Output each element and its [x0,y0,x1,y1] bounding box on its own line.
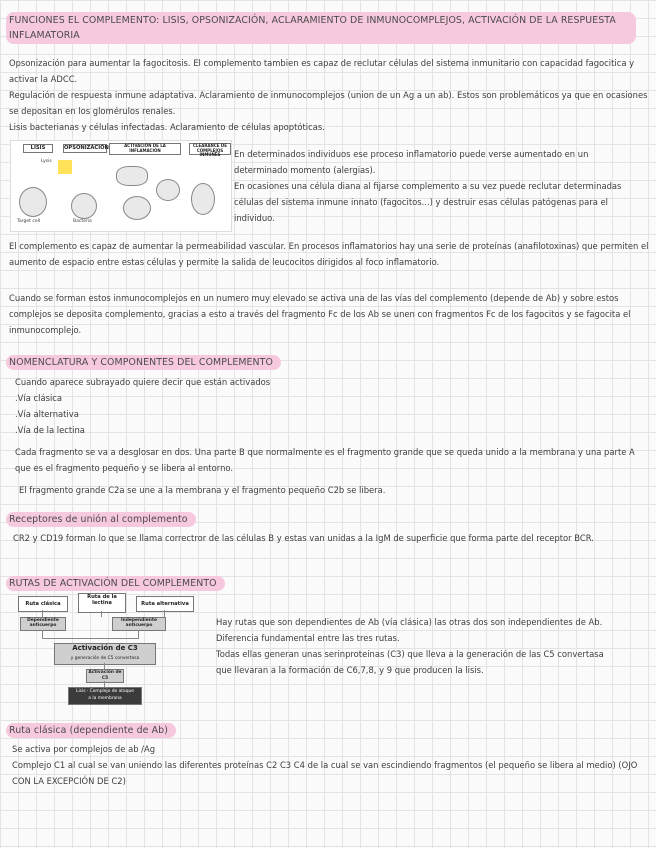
receptors-paragraph: CR2 y CD19 forman lo que se llama correctror de las células B y estas van unidas a la IgM de superficie que forma parte del receptor BCR. [13,533,594,543]
activacion-c3-subtitle: y generación de C5 convertasa [70,656,140,661]
lisis-line: Lisis · Complejo de ataque [76,689,134,694]
activacion-c3-title: Activación de C3 [72,644,138,652]
independiente-box: Independiente anticuerpo [112,617,166,631]
figure-label: OPSONIZACIÓN [64,145,109,151]
figure-side-text [234,146,634,226]
pathways-paragraph: Todas ellas generan unas serinproteinas (C3) que lleva a la generación de las C5 convertasa que llevaran a la formación de C6,7,8, y 9 que producen la lisis. [216,649,604,675]
ruta-lectina-box: Ruta de la lectina [78,593,126,613]
classical-line: Se activa por complejos de ab /Ag [12,744,156,754]
classical-line: Complejo C1 al cual se van uniendo las diferentes proteínas C2 C3 C4 de la cual se van escindiendo fragmentos (el pequeño se libera al medio) (OJO CON LA EXCEPCIÓN DE C2) [12,760,638,786]
leukocyte-icon [156,179,180,201]
dependiente-box: Dependiente anticuerpo [20,617,66,631]
classical-pathway-block [12,741,642,789]
figure-label: ACTIVACIÓN DE LA INFLAMACIÓN [109,143,181,155]
lisis-line: a la membrana [88,696,122,701]
connector [42,610,43,617]
section-heading-receptores: Receptores de unión al complemento [6,507,196,527]
intro-paragraph: Lisis bacterianas y células infectadas. Aclaramiento de células apoptóticas. [9,122,325,132]
nomenclature-line: Cuando aparece subrayado quiere decir que están activados [15,377,271,387]
phagocyte-icon [71,193,97,219]
connector [101,611,102,617]
side-paragraph: En ocasiones una célula diana al fijarse complemento a su vez puede reclutar determinadas células del sistema inmune innato (fagocitos...) y destruir esas células patógenas para el individuo. [234,181,622,223]
connector [164,610,165,617]
nomenclature-block [15,374,645,438]
lisis-box [68,687,142,705]
complement-protein-icon [116,166,148,186]
intro-block [9,55,649,135]
ruta-alternativa-box: Ruta alternativa [136,596,194,612]
activacion-c3-box [54,643,156,665]
immune-complex-paragraph: Cuando se forman estos inmunocomplejos en un numero muy elevado se activa una de las vías del complemento (depende de Ab) y sobre estos complejos se deposita complemento, gracias a esto a través del fragmento Fc de los Ab se unen con fragmentos Fc de los fagocitos y se fagocita el inmunocomplejo. [9,293,631,335]
fragment-paragraph: Cada fragmento se va a desglosar en dos. Una parte B que normalmente es el fragmento grande que se queda unido a la membrana y una parte A que es el fragmento pequeño y se libera al entorno. [15,447,635,473]
side-paragraph: En determinados individuos ese proceso inflamatorio puede verse aumentado en un determinado momento (alergias). [234,149,589,175]
target-cell-icon [19,187,47,217]
complement-functions-figure [10,140,232,232]
pathway-item: .Vía clásica [15,393,63,403]
highlight-square [58,160,72,174]
ruta-clasica-box: Ruta clásica [18,596,68,612]
activacion-c5-box: Activación de C5 [86,669,124,683]
section-heading-rutas: RUTAS DE ACTIVACIÓN DEL COMPLEMENTO [6,571,225,591]
connector [42,630,43,638]
section-heading-nomenclatura: NOMENCLATURA Y COMPONENTES DEL COMPLEMENTO [6,350,281,370]
pathway-item: .Vía de la lectina [15,425,85,435]
figure-label: CLEARANCE DE COMPLEJOS INMUNES [189,143,231,155]
figure-label: LISIS [23,144,53,153]
intro-paragraph: Opsonización para aumentar la fagocitosis. El complemento tambien es capaz de reclutar células del sistema inmunitario con capacidad fagocitica y activar la ADCC. [9,58,635,84]
connector [138,630,139,638]
permeability-paragraph: El complemento es capaz de aumentar la permeabilidad vascular. En procesos inflamatorios hay una serie de proteínas (anafilotoxinas) que permiten el aumento de espacio entre estas células y permite la salida de leucocitos dirigidos al foco inflamatorio. [9,241,649,267]
pathway-item: .Vía alternativa [15,409,79,419]
pathways-text [216,614,616,678]
figure-caption: Lysis [41,159,52,164]
erythrocyte-icon [191,183,215,215]
activation-pathways-diagram [14,590,214,710]
pathways-paragraph: Hay rutas que son dependientes de Ab (vía clásica) las otras dos son independientes de Ab. Diferencia fundamental entre las tres rutas. [216,617,603,643]
title-highlight: FUNCIONES EL COMPLEMENTO: LISIS, OPSONIZACIÓN, ACLARAMIENTO DE INMUNOCOMPLEJOS, ACTIVACIÓN DE LA RESPUESTA INFLAMATORIA [6,12,636,44]
figure-caption: Target cell [17,219,41,224]
connector [42,638,139,639]
page-title [6,12,636,44]
intro-paragraph: Regulación de respuesta inmune adaptativa. Aclaramiento de inmunocomplejos (union de un Ag a un ab). Estos son problemáticos ya que en ocasiones se depositan en los glomérulos renales. [9,90,648,116]
section-heading-ruta-clasica: Ruta clásica (dependiente de Ab) [6,718,176,738]
mast-cell-icon [123,196,151,220]
figure-caption: Bacteria [73,219,92,224]
c2-paragraph: El fragmento grande C2a se une a la membrana y el fragmento pequeño C2b se libera. [19,485,386,495]
